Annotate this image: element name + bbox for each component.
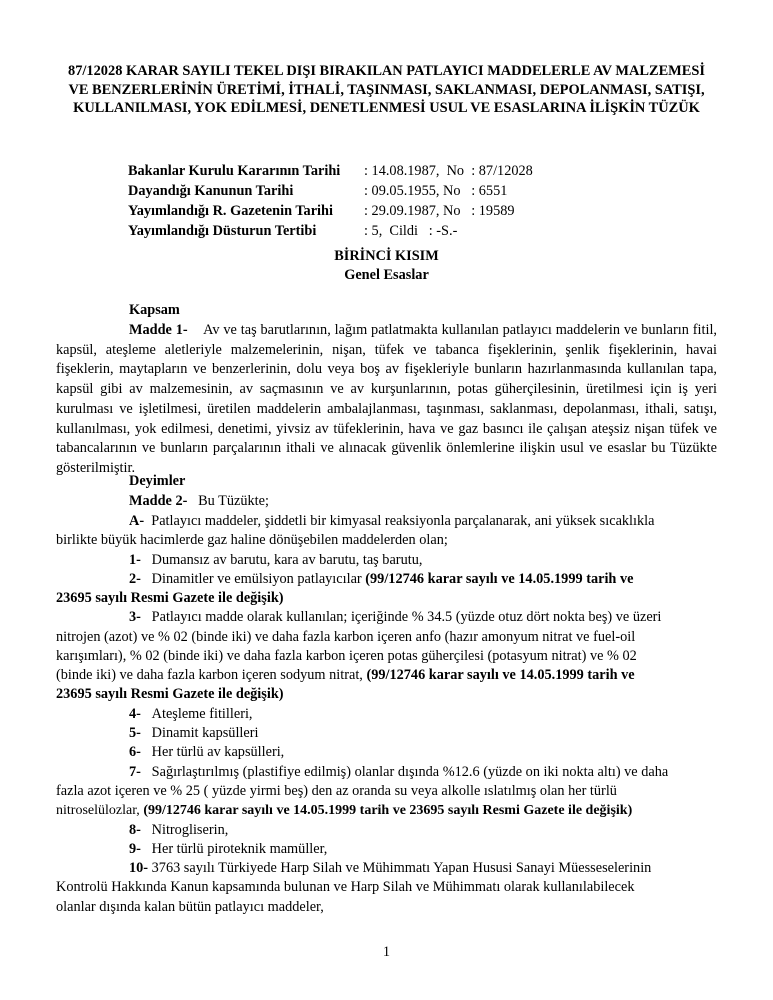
page-number: 1 bbox=[382, 944, 391, 960]
item-6-text: Her türlü av kapsülleri, bbox=[151, 744, 285, 760]
item-4-text: Ateşleme fitilleri, bbox=[151, 706, 253, 722]
item-10-line bbox=[56, 859, 717, 879]
item-2-amendment-continued: 23695 sayılı Resmi Gazete ile değişik) bbox=[56, 590, 284, 606]
item-1-line bbox=[56, 551, 717, 571]
item-8-text: Nitrogliserin, bbox=[151, 822, 229, 838]
item-3-continued: nitrojen (azot) ve % 02 (binde iki) ve daha fazla karbon içeren anfo (hazır amonyum nitrat ve fuel-oil bbox=[56, 629, 636, 645]
meta-row bbox=[128, 161, 648, 181]
madde-1-paragraph bbox=[56, 321, 717, 479]
item-a-continued: birlikte büyük hacimlerde gaz haline dönüşebilen maddelerden olan; bbox=[56, 532, 448, 548]
meta-value: : 14.08.1987, No : 87/12028 bbox=[364, 163, 533, 179]
item-1-text: Dumansız av barutu, kara av barutu, taş barutu, bbox=[151, 552, 423, 568]
item-1-label: 1- bbox=[129, 552, 141, 568]
item-4-label: 4- bbox=[129, 706, 141, 722]
meta-row bbox=[128, 221, 648, 241]
item-8-line bbox=[56, 821, 717, 841]
document-title: 87/12028 KARAR SAYILI TEKEL DIŞI BIRAKILAN PATLAYICI MADDELERLE AV MALZEMESİ VE BENZERLERİNİN ÜRETİMİ, İTHALİ, TAŞINMASI, SAKLANMASI, DEPOLANMASI, SATIŞI, KULLANILMASI, YOK EDİLMESİ, DENETLENMESİ USUL VE ESASLARINA İLİŞKİN TÜZÜK bbox=[68, 63, 705, 117]
item-2-label: 2- bbox=[129, 571, 141, 587]
item-9-line bbox=[56, 840, 717, 860]
item-6-line bbox=[56, 743, 717, 763]
meta-value: : 09.05.1955, No : 6551 bbox=[364, 183, 508, 199]
part-subtitle: Genel Esaslar bbox=[344, 267, 429, 283]
item-10-continued: olanlar dışında kalan bütün patlayıcı maddeler, bbox=[56, 899, 324, 915]
meta-label: Yayımlandığı R. Gazetenin Tarihi bbox=[128, 203, 333, 219]
item-7-amendment: (99/12746 karar sayılı ve 14.05.1999 tarih ve 23695 sayılı Resmi Gazete ile değişik) bbox=[143, 803, 633, 818]
item-10-continued: Kontrolü Hakkında Kanun kapsamında bulunan ve Harp Silah ve Mühimmatı olarak kullanılabilecek bbox=[56, 879, 635, 895]
item-3-continued bbox=[56, 666, 717, 686]
madde-2-line bbox=[56, 492, 717, 512]
kapsam-heading: Kapsam bbox=[129, 302, 180, 318]
meta-value: : 29.09.1987, No : 19589 bbox=[364, 203, 515, 219]
publication-info-table bbox=[128, 161, 648, 241]
item-a-label: A- bbox=[129, 513, 145, 529]
part-title: BİRİNCİ KISIM bbox=[334, 248, 439, 264]
item-7-text: Sağırlaştırılmış (plastifiye edilmiş) olanlar dışında %12.6 (yüzde on iki nokta altı) ve daha bbox=[151, 764, 669, 780]
item-8-label: 8- bbox=[129, 822, 141, 838]
item-3-amendment-continued: 23695 sayılı Resmi Gazete ile değişik) bbox=[56, 686, 284, 702]
item-7-continued: fazla azot içeren ve % 25 ( yüzde yirmi beş) den az oranda su veya alkolle ıslatılmış olan her türlü bbox=[56, 783, 617, 799]
item-10-label: 10- bbox=[129, 860, 149, 876]
item-a-line bbox=[56, 512, 717, 532]
item-a-text: Patlayıcı maddeler, şiddetli bir kimyasal reaksiyonla parçalanarak, ani yüksek sıcaklıkla bbox=[151, 513, 655, 529]
item-3-text: Patlayıcı madde olarak kullanılan; içeriğinde % 34.5 (yüzde otuz dört nokta beş) ve üzeri bbox=[151, 609, 662, 625]
item-3-amendment: (99/12746 karar sayılı ve 14.05.1999 tarih ve bbox=[366, 667, 635, 683]
item-3-continued: karışımları), % 02 (binde iki) ve daha fazla karbon içeren potas güherçilesi (potasyum nitrat) ve % 02 bbox=[56, 648, 637, 664]
item-7-continued bbox=[56, 801, 717, 821]
item-5-text: Dinamit kapsülleri bbox=[151, 725, 259, 741]
meta-label: Yayımlandığı Düsturun Tertibi bbox=[128, 223, 317, 239]
item-7-label: 7- bbox=[129, 764, 141, 780]
meta-label: Bakanlar Kurulu Kararının Tarihi bbox=[128, 163, 341, 179]
item-5-line bbox=[56, 724, 717, 744]
madde-2-text: Bu Tüzükte; bbox=[198, 493, 269, 509]
item-6-label: 6- bbox=[129, 744, 141, 760]
item-4-line bbox=[56, 705, 717, 725]
item-10-text: 3763 sayılı Türkiyede Harp Silah ve Mühimmatı Yapan Hususi Sanayi Müesseselerinin bbox=[151, 860, 652, 876]
item-2-line bbox=[56, 570, 717, 590]
meta-label: Dayandığı Kanunun Tarihi bbox=[128, 183, 294, 199]
meta-row bbox=[128, 181, 648, 201]
madde-1-label: Madde 1- bbox=[129, 322, 188, 338]
item-5-label: 5- bbox=[129, 725, 141, 741]
item-3-label: 3- bbox=[129, 609, 141, 625]
item-7-text-end: nitroselülozlar, bbox=[56, 803, 144, 818]
madde-1-text: Av ve taş barutlarının, lağım patlatmakta kullanılan patlayıcı maddelerin ve bunların fitil, kapsül, ateşleme aletleriyle malzemelerinin, nişan, tüfek ve tabanca fişeklerinin, şenlik fişeklerinin, havai fişeklerin, maytapların ve benzerlerinin, dolu veya boş av fişekleriyle bunların hazırlanmasında kullanılan tapa, kapsül gibi av malzemesinin, av saçmasının ve av kurşunlarının, potas güherçilesinin, üretilmesi için iş yeri kurulması ve işletilmesi, üretilen maddelerin ambalajlanması, taşınması, saklanması, depolanması, ithali, satışı, kullanılması, yok edilmesi, denetimi, yivsiz av tüfeklerinin, hava ve gaz basıncı ile çalışan ateşsiz nişan tüfek ve tabancalarının ve bunların parçalarının ithali ve alınacak güvenlik önlemlerine ilişkin usul ve esaslar bu Tüzükte gösterilmiştir. bbox=[56, 322, 717, 476]
item-3-text-end: (binde iki) ve daha fazla karbon içeren sodyum nitrat, bbox=[56, 667, 367, 683]
deyimler-heading: Deyimler bbox=[129, 473, 186, 489]
item-7-line bbox=[56, 763, 717, 783]
item-2-amendment: (99/12746 karar sayılı ve 14.05.1999 tarih ve bbox=[365, 571, 634, 587]
item-2-text: Dinamitler ve emülsiyon patlayıcılar bbox=[151, 571, 366, 587]
item-9-label: 9- bbox=[129, 841, 141, 857]
item-3-line bbox=[56, 608, 717, 628]
meta-value: : 5, Cildi : -S.- bbox=[364, 223, 458, 239]
madde-2-label: Madde 2- bbox=[129, 493, 188, 509]
item-9-text: Her türlü piroteknik mamüller, bbox=[151, 841, 328, 857]
meta-row bbox=[128, 201, 648, 221]
